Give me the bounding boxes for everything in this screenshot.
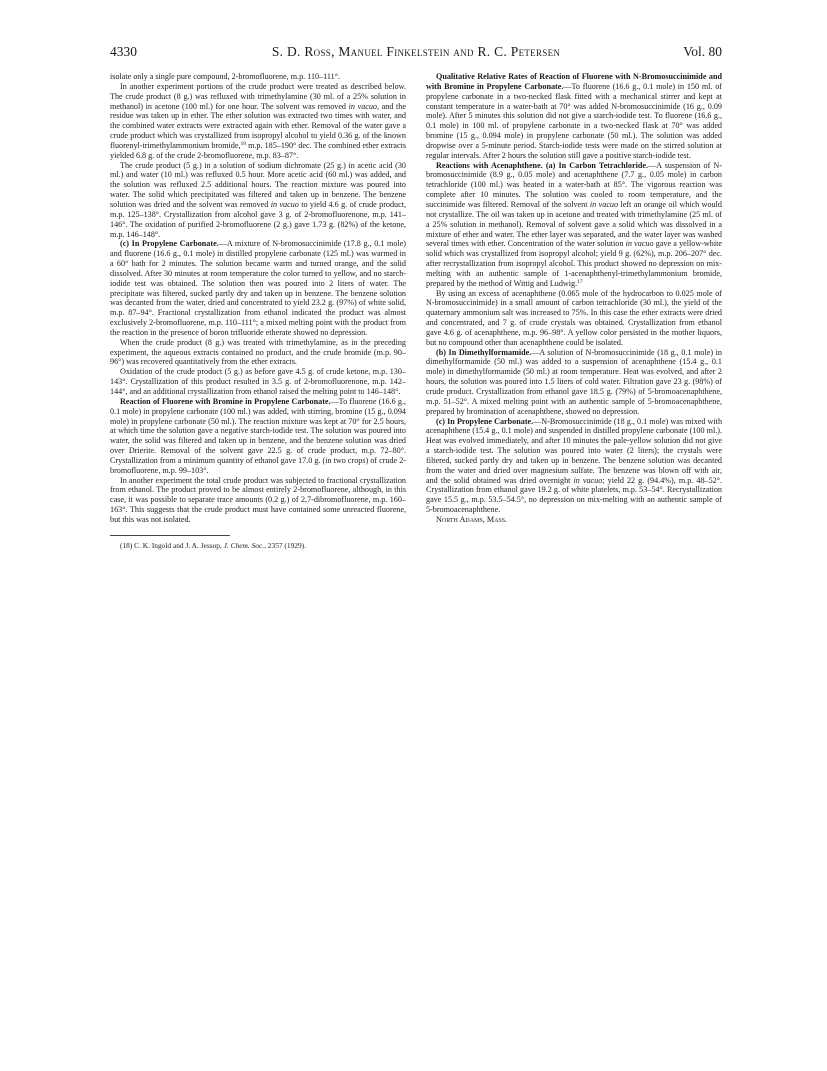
paragraph: The crude product (5 g.) in a solution of sodium dichromate (25 g.) in acetic acid (30 ml.) and water (10 ml.) was refluxed 0.5 hour. More acetic acid (60 ml.) was added, and the solution was refluxed 2.5 additional hours. The reaction mixture was poured into water. The solid which precipitated was filtered and taken up in benzene. The benzene solution was dried and the solvent was removed in vacuo to yield 4.6 g. of crude product, m.p. 125–138°. Crystallization from alcohol gave 3 g. of 2-bromofluorenone, m.p. 141–146°. The oxidation of purified 2-bromofluorene (2 g.) gave 1.73 g. (82%) of the ketone, m.p. 146–148°.: [110, 160, 406, 239]
paragraph: Reactions with Acenaphthene. (a) In Carbon Tetrachloride.—A suspension of N-bromosuccinimide (8.9 g., 0.05 mole) and acenaphthene (7.7 g., 0.05 mole) in carbon tetrachloride (100 ml.) was heated in a water-bath at 85°. The vigorous reaction was complete after 10 minutes. The solution was cooled to room temperature, and the succinimide was filtered. Removal of the solvent in vacuo left an orange oil which would not crystallize. The oil was taken up in acetone and treated with trimethylamine (25 ml. of a 25% solution in methanol). Removal of solvent gave a solid which was dissolved in a mixture of ether and water. The ether layer was separated, and the water layer was washed several times with ether. Concentration of the water solution in vacuo gave a yellow-white solid which was crystallized from isopropyl alcohol; yield 9 g. (62%), m.p. 206–207° dec. after recrystallization from isopropyl alcohol. This product showed no depression on mix-melting with an authentic sample of 1-acenaphthenyl-trimethylammonium bromide, prepared by the method of Wittig and Ludwig.$^{17}$: [426, 160, 722, 288]
paragraph: Oxidation of the crude product (5 g.) as before gave 4.5 g. of crude ketone, m.p. 130–143°. Crystallization of this product resulted in 3.5 g. of 2-bromofluorenone, m.p. 142–144°, and an additional crystallization from ethanol raised the melting point to 146–148°.: [110, 367, 406, 396]
footnote-ref: 17: [577, 278, 583, 285]
section-heading: (c) In Propylene Carbonate.: [436, 416, 534, 426]
section-heading: Reaction of Fluorene with Bromine in Propylene Carbonate.: [120, 396, 331, 406]
left-column: [110, 72, 406, 550]
volume-label: Vol. 80: [683, 44, 722, 59]
section-heading: (b) In Dimethylformamide.: [436, 347, 532, 357]
paragraph: When the crude product (8 g.) was treated with trimethylamine, as in the preceding experiment, the aqueous extracts contained no product, and the crude bromide (m.p. 90–96°) was recovered quantitatively from the ether extracts.: [110, 337, 406, 367]
paragraph: Reaction of Fluorene with Bromine in Propylene Carbonate.—To fluorene (16.6 g., 0.1 mole) in propylene carbonate (100 ml.) was added, with stirring, bromine (15 g., 0.094 mole) in propylene carbonate (50 ml.). The reaction mixture was kept at 70° for 2.5 hours, at which time the solution gave a negative starch-iodide test. The solution was poured into water, the solid was filtered and taken up in benzene, and the benzene solution was dried over Drierite. Removal of the solvent gave 22.5 g. of crude product, m.p. 72–80°. Crystallization from a minimum quantity of ethanol gave 17.0 g. (in two crops) of crude 2-bromofluorene, m.p. 99–103°.: [110, 396, 407, 475]
running-authors: S. D. Ross, Manuel Finkelstein and R. C. Petersen: [271, 44, 561, 59]
right-column: [426, 72, 722, 525]
paragraph: (c) In Propylene Carbonate.—N-Bromosuccinimide (18 g., 0.1 mole) was mixed with acenaphthene (15.4 g., 0.1 mole) and suspended in distilled propylene carbonate (100 ml.). Heat was evolved immediately, and after 10 minutes the pale-yellow solution did not give a starch-iodide test. The solution was poured into water (2 liters); the crystals were filtered, sucked partly dry and taken up in benzene. The benzene solution was decanted from the water and dried over magnesium sulfate. The benzene was blown off with air, and the solid obtained was dried overnight in vacuo; yield 22 g. (94.4%), m.p. 48–52°. Crystallization from ethanol gave 19.2 g. of white platelets, m.p. 53–54°. Recrystallization gave 15.5 g., m.p. 53.5–54.5°, no depression on mix-melting with an authentic sample of 5-bromoacenaphthene.: [426, 416, 723, 515]
paragraph: By using an excess of acenaphthene (0.065 mole of the hydrocarbon to 0.025 mole of N-bromosuccinimide) in a small amount of carbon tetrachloride (30 ml.), the yield of the quaternary ammonium salt was increased to 75%. In this case the ether extracts were dried and concentrated, and 7 g. of crude crystals was obtained. Crystallization from ethanol gave 4.6 g. of acenaphthene, m.p. 96–98°. A yellow color persisted in the mother liquors, but no compound other than acenaphthene could be isolated.: [426, 288, 722, 347]
paragraph: In another experiment portions of the crude product were treated as described below. The crude product (8 g.) was refluxed with trimethylamine (30 ml. of a 25% solution in methanol) in acetone (100 ml.) for one hour. The solvent was removed in vacuo, and the residue was taken up in ether. The ether solution was extracted two times with water, and the combined water extracts were extracted again with ether. Removal of the water gave a crude product which was crystallized from isopropyl alcohol to yield 0.36 g. of the known fluorenyl-trimethylammonium bromide,$^{18}$ m.p. 185–190° dec. The combined ether extracts yielded 6.8 g. of the crude 2-bromofluorene, m.p. 83–87°.: [110, 81, 406, 160]
page-number: 4330: [110, 44, 137, 59]
paragraph: isolate only a single pure compound, 2-bromofluorene, m.p. 110–111°.: [110, 72, 341, 81]
paragraph: Qualitative Relative Rates of Reaction of Fluorene with N-Bromosuccinimide and with Bromine in Propylene Carbonate.—To fluorene (16.6 g., 0.1 mole) in 150 ml. of propylene carbonate in a two-necked flask fitted with a mechanical stirrer and kept at constant temperature in a water-bath at 70° was added N-bromosuccinimide (16 g., 0.09 mole). After 5 minutes this solution did not give a starch-iodide test. To fluorene (16.6 g., 0.1 mole) in 100 ml. of propylene carbonate in a two-necked flask at 70° was added bromine (15 g., 0.094 mole) in propylene carbonate (50 ml.). The solution was added dropwise over a 5-minute period. Starch-iodide tests were made on the stirred solution at regular intervals. After 2 hours the solution still gave a positive starch-iodide test.: [426, 72, 722, 160]
paragraph: In another experiment the total crude product was subjected to fractional crystallization from ethanol. The product proved to be almost entirely 2-bromofluorene, although, in this case, it was possible to separate trace amounts (0.2 g.) of 2,7-dibromofluorene, m.p. 160–163°. This suggests that the crude product must have contained some unreacted fluorene, but this was not isolated.: [110, 475, 406, 524]
section-heading: Reactions with Acenaphthene. (a) In Carbon Tetrachloride.: [436, 160, 649, 170]
paragraph: (c) In Propylene Carbonate.—A mixture of N-bromosuccinimide (17.8 g., 0.1 mole) and fluorene (16.6 g., 0.1 mole) in distilled propylene carbonate (125 ml.) was warmed in a 60° bath for 2 minutes. The solution became warm and turned orange, and the solid dissolved. After 30 minutes at room temperature the color turned to yellow, and no starch-iodide test was obtained. The solution then was poured into 2 liters of water. The precipitate was filtered, sucked partly dry and taken up in benzene. The benzene solution was decanted from the water, dried and concentrated to yield 23.2 g. (97%) of white solid, m.p. 87–94°. Fractional crystallization from ethanol indicated the product was almost exclusively 2-bromofluorene, m.p. 110–111°; a mixed melting point with the product from the reaction in the presence of boron trifluoride etherate showed no depression.: [110, 239, 406, 337]
footnote-divider: [110, 535, 230, 536]
section-heading: Qualitative Relative Rates of Reaction of Fluorene with N-Bromosuccinimide and with Bromine in Propylene Carbonate.: [426, 72, 722, 91]
page-header: [110, 44, 722, 62]
section-heading: (c) In Propylene Carbonate.: [120, 239, 219, 249]
footnote-ref: 18: [240, 140, 246, 147]
footnote: (18) C. K. Ingold and J. A. Jessop, J. Chem. Soc., 2357 (1929).: [120, 540, 306, 550]
paragraph: (b) In Dimethylformamide.—A solution of N-bromosuccinimide (18 g., 0.1 mole) in dimethylformamide (50 ml.) was added to a suspension of acenaphthene (15.4 g., 0.1 mole) in dimethylformamide (50 ml.) at room temperature. Heat was evolved, and after 2 hours, the solution was poured into 1.5 liters of cold water. Filtration gave 23 g. (98%) of crude product. Crystallization from ethanol gave 18.5 g. (79%) of 5-bromoacenaphthene, m.p. 51–52°. A mixed melting point with an authentic sample of 5-bromoacenaphthene, prepared by bromination of acenaphthene, showed no depression.: [426, 347, 722, 416]
place-line: North Adams, Mass.: [436, 514, 508, 524]
